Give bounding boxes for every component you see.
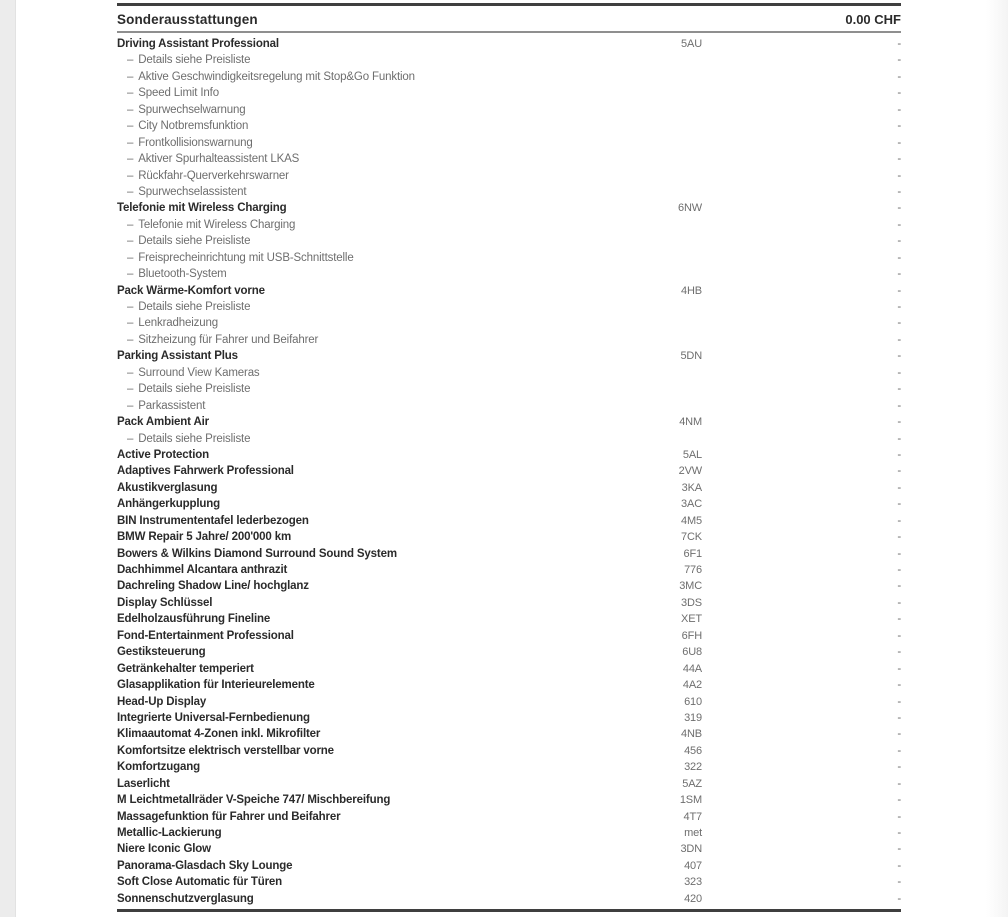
option-label: – Details siehe Preisliste [117, 381, 582, 397]
option-sub-row [117, 69, 901, 85]
dash-bullet: – [127, 136, 134, 149]
option-code: 5AZ [682, 777, 702, 790]
option-price: - [897, 679, 901, 692]
option-row [117, 891, 901, 907]
option-code: 6FH [681, 629, 702, 642]
option-price: - [897, 859, 901, 872]
option-price: - [897, 333, 901, 346]
option-label: Parking Assistant Plus [117, 350, 238, 363]
dash-bullet: – [127, 70, 134, 83]
option-code [582, 365, 702, 381]
option-sub-row [117, 168, 901, 184]
option-row [117, 463, 901, 479]
option-code [582, 217, 702, 233]
option-sub-row [117, 365, 901, 381]
option-row [117, 283, 901, 299]
option-code: 2VW [678, 465, 702, 478]
option-row [117, 743, 901, 759]
option-price: - [897, 103, 901, 116]
option-row [117, 677, 901, 693]
option-price: - [897, 317, 901, 330]
option-code [582, 381, 702, 397]
option-row [117, 694, 901, 710]
option-code [582, 332, 702, 348]
option-sub-row [117, 102, 901, 118]
option-price: - [897, 777, 901, 790]
option-price: - [897, 153, 901, 166]
option-code: 323 [684, 876, 702, 889]
option-label: Laserlicht [117, 777, 170, 790]
option-label: Panorama-Glasdach Sky Lounge [117, 859, 293, 872]
option-price: - [897, 711, 901, 724]
option-code [582, 250, 702, 266]
option-sub-row [117, 431, 901, 447]
option-price: - [897, 547, 901, 560]
option-label: BIN Instrumententafel lederbezogen [117, 514, 309, 527]
option-code: 3MC [679, 580, 702, 593]
option-row [117, 858, 901, 874]
option-price: - [897, 416, 901, 429]
option-label: Dachhimmel Alcantara anthrazit [117, 564, 288, 576]
option-label: – Sitzheizung für Fahrer und Beifahrer [117, 332, 582, 348]
option-label: – Parkassistent [117, 398, 582, 414]
option-price: - [897, 613, 901, 626]
dash-bullet: – [127, 383, 134, 396]
option-label: Head-Up Display [117, 695, 207, 708]
option-label: Akustikverglasung [117, 481, 218, 494]
option-code [582, 151, 702, 167]
option-label: Integrierte Universal-Fernbedienung [117, 711, 310, 724]
dash-bullet: – [127, 153, 134, 166]
option-price: - [897, 399, 901, 412]
option-price: - [897, 251, 901, 264]
option-label: BMW Repair 5 Jahre/ 200'000 km [117, 531, 292, 544]
option-code: 322 [684, 761, 702, 774]
option-row [117, 661, 901, 677]
dash-bullet: – [127, 185, 134, 198]
option-code [582, 398, 702, 414]
option-label: Dachreling Shadow Line/ hochglanz [117, 580, 309, 593]
option-code [582, 266, 702, 282]
option-code [582, 315, 702, 331]
option-label: – Details siehe Preisliste [117, 233, 582, 249]
option-label: Niere Iconic Glow [117, 843, 211, 856]
dash-bullet: – [127, 399, 134, 412]
option-label: – Spurwechselwarnung [117, 102, 582, 118]
option-code: 3DS [681, 596, 702, 609]
option-label: Driving Assistant Professional [117, 38, 279, 50]
options-table-body [117, 36, 901, 907]
option-price: - [897, 843, 901, 856]
option-sub-row [117, 184, 901, 200]
option-row [117, 759, 901, 775]
option-price: - [897, 448, 901, 461]
option-price: - [897, 761, 901, 774]
option-label: Display Schlüssel [117, 596, 213, 609]
option-label: – Spurwechselassistent [117, 184, 582, 200]
option-code: 44A [682, 662, 702, 675]
option-row [117, 414, 901, 430]
option-label: – Details siehe Preisliste [117, 299, 582, 315]
option-code [582, 85, 702, 101]
option-row [117, 644, 901, 660]
option-price: - [897, 646, 901, 659]
option-sub-row [117, 315, 901, 331]
option-row [117, 776, 901, 792]
option-row [117, 809, 901, 825]
dash-bullet: – [127, 87, 134, 100]
option-price: - [897, 892, 901, 905]
option-code: 5AL [682, 448, 702, 461]
option-code [582, 168, 702, 184]
option-row [117, 348, 901, 364]
option-price: - [897, 744, 901, 757]
option-code [582, 299, 702, 315]
page-right-gutter [986, 0, 1008, 917]
dash-bullet: – [127, 432, 134, 445]
option-price: - [897, 284, 901, 297]
option-row [117, 36, 901, 52]
option-label: Komfortsitze elektrisch verstellbar vorne [117, 744, 334, 757]
option-price: - [897, 202, 901, 215]
option-price: - [897, 268, 901, 281]
option-price: - [897, 827, 901, 839]
option-code: 6U8 [682, 646, 702, 659]
option-label: Gestiksteuerung [117, 646, 206, 659]
option-label: Edelholzausführung Fineline [117, 613, 271, 626]
option-sub-row [117, 135, 901, 151]
option-price: - [897, 54, 901, 67]
option-sub-row [117, 398, 901, 414]
option-label: – Bluetooth-System [117, 266, 582, 282]
option-row [117, 726, 901, 742]
option-price: - [897, 185, 901, 198]
option-price: - [897, 38, 901, 50]
option-label: Fond-Entertainment Professional [117, 629, 294, 642]
dash-bullet: – [127, 251, 134, 264]
option-label: – Aktiver Spurhalteassistent LKAS [117, 151, 582, 167]
dash-bullet: – [127, 366, 134, 379]
option-row [117, 529, 901, 545]
option-price: - [897, 70, 901, 83]
option-code: 1SM [679, 794, 702, 807]
option-row [117, 825, 901, 841]
option-code: 420 [684, 892, 702, 905]
option-sub-row [117, 266, 901, 282]
options-document [117, 0, 901, 912]
dash-bullet: – [127, 235, 134, 248]
section-total-price: 0.00 CHF [845, 12, 901, 27]
option-label: Soft Close Automatic für Türen [117, 876, 283, 889]
option-label: Anhängerkupplung [117, 498, 221, 511]
section-header [117, 6, 901, 33]
option-code: 5DN [680, 350, 702, 363]
option-price: - [897, 169, 901, 182]
bottom-rule [117, 909, 901, 912]
option-code: 6F1 [683, 547, 702, 560]
option-sub-row [117, 233, 901, 249]
option-price: - [897, 432, 901, 445]
option-code [582, 102, 702, 118]
option-row [117, 874, 901, 890]
option-price: - [897, 629, 901, 642]
option-label: Getränkehalter temperiert [117, 662, 254, 675]
option-label: – Details siehe Preisliste [117, 431, 582, 447]
option-code: 4A2 [682, 679, 702, 692]
option-sub-row [117, 332, 901, 348]
option-code: 6NW [678, 202, 702, 215]
option-label: – Rückfahr-Querverkehrswarner [117, 168, 582, 184]
option-row [117, 595, 901, 611]
option-label: – Frontkollisionswarnung [117, 135, 582, 151]
option-row [117, 546, 901, 562]
option-label: – Lenkradheizung [117, 315, 582, 331]
option-label: – Aktive Geschwindigkeitsregelung mit Stop&Go Funktion [117, 69, 582, 85]
option-label: Bowers & Wilkins Diamond Surround Sound System [117, 547, 397, 560]
option-label: Pack Wärme-Komfort vorne [117, 284, 265, 297]
option-code: XET [681, 613, 702, 626]
dash-bullet: – [127, 268, 134, 281]
option-price: - [897, 564, 901, 576]
option-label: Pack Ambient Air [117, 416, 209, 429]
option-price: - [897, 531, 901, 544]
option-code [582, 431, 702, 447]
option-code: 776 [684, 564, 702, 576]
dash-bullet: – [127, 120, 134, 133]
option-row [117, 578, 901, 594]
option-price: - [897, 810, 901, 823]
option-price: - [897, 87, 901, 100]
option-row [117, 710, 901, 726]
option-label: Adaptives Fahrwerk Professional [117, 465, 294, 478]
option-row [117, 841, 901, 857]
option-sub-row [117, 299, 901, 315]
option-code: 3AC [681, 498, 702, 511]
option-code [582, 184, 702, 200]
option-row [117, 447, 901, 463]
option-price: - [897, 662, 901, 675]
option-row [117, 496, 901, 512]
option-code: 5AU [681, 38, 702, 50]
dash-bullet: – [127, 218, 134, 231]
dash-bullet: – [127, 169, 134, 182]
section-title: Sonderausstattungen [117, 12, 258, 27]
option-row [117, 792, 901, 808]
option-code [582, 118, 702, 134]
option-price: - [897, 498, 901, 511]
option-label: – Surround View Kameras [117, 365, 582, 381]
option-sub-row [117, 118, 901, 134]
option-code [582, 233, 702, 249]
option-label: – Speed Limit Info [117, 85, 582, 101]
option-label: – Freisprecheinrichtung mit USB-Schnittstelle [117, 250, 582, 266]
option-sub-row [117, 250, 901, 266]
option-price: - [897, 120, 901, 133]
option-row [117, 611, 901, 627]
dash-bullet: – [127, 301, 134, 313]
option-price: - [897, 596, 901, 609]
option-code: 4NB [681, 728, 702, 741]
option-code: 4T7 [683, 810, 702, 823]
option-code [582, 69, 702, 85]
option-code: 3KA [681, 481, 702, 494]
option-label: Komfortzugang [117, 761, 201, 774]
option-price: - [897, 235, 901, 248]
option-price: - [897, 580, 901, 593]
option-price: - [897, 481, 901, 494]
option-price: - [897, 350, 901, 363]
option-row [117, 513, 901, 529]
option-price: - [897, 136, 901, 149]
option-price: - [897, 695, 901, 708]
option-price: - [897, 876, 901, 889]
option-label: – City Notbremsfunktion [117, 118, 582, 134]
option-code: 7CK [681, 531, 702, 544]
option-sub-row [117, 52, 901, 68]
option-label: Klimaautomat 4-Zonen inkl. Mikrofilter [117, 728, 321, 741]
option-price: - [897, 514, 901, 527]
option-price: - [897, 794, 901, 807]
option-row [117, 628, 901, 644]
option-price: - [897, 728, 901, 741]
option-code: 3DN [680, 843, 702, 856]
page-left-margin [0, 0, 16, 917]
dash-bullet: – [127, 54, 134, 67]
option-code [582, 52, 702, 68]
option-label: Sonnenschutzverglasung [117, 892, 254, 905]
option-code: 407 [684, 859, 702, 872]
option-label: Glasapplikation für Interieurelemente [117, 679, 315, 692]
option-price: - [897, 465, 901, 478]
option-code: 456 [684, 744, 702, 757]
option-sub-row [117, 217, 901, 233]
option-code: 4NM [679, 416, 702, 429]
option-code [582, 135, 702, 151]
option-price: - [897, 218, 901, 231]
option-label: Telefonie mit Wireless Charging [117, 202, 287, 215]
option-label: – Details siehe Preisliste [117, 52, 582, 68]
option-label: Metallic-Lackierung [117, 827, 222, 839]
option-price: - [897, 366, 901, 379]
dash-bullet: – [127, 103, 134, 116]
option-code: 610 [684, 695, 702, 708]
option-sub-row [117, 151, 901, 167]
option-code: 4M5 [681, 514, 702, 527]
option-row [117, 480, 901, 496]
option-label: Active Protection [117, 448, 210, 461]
option-sub-row [117, 85, 901, 101]
dash-bullet: – [127, 317, 134, 330]
option-price: - [897, 383, 901, 396]
option-label: M Leichtmetallräder V-Speiche 747/ Mischbereifung [117, 794, 391, 807]
option-price: - [897, 301, 901, 313]
option-sub-row [117, 381, 901, 397]
option-code: met [684, 827, 702, 839]
option-row [117, 200, 901, 216]
option-row [117, 562, 901, 578]
option-code: 319 [684, 711, 702, 724]
option-label: Massagefunktion für Fahrer und Beifahrer [117, 810, 341, 823]
option-code: 4HB [681, 284, 702, 297]
option-label: – Telefonie mit Wireless Charging [117, 217, 582, 233]
dash-bullet: – [127, 333, 134, 346]
